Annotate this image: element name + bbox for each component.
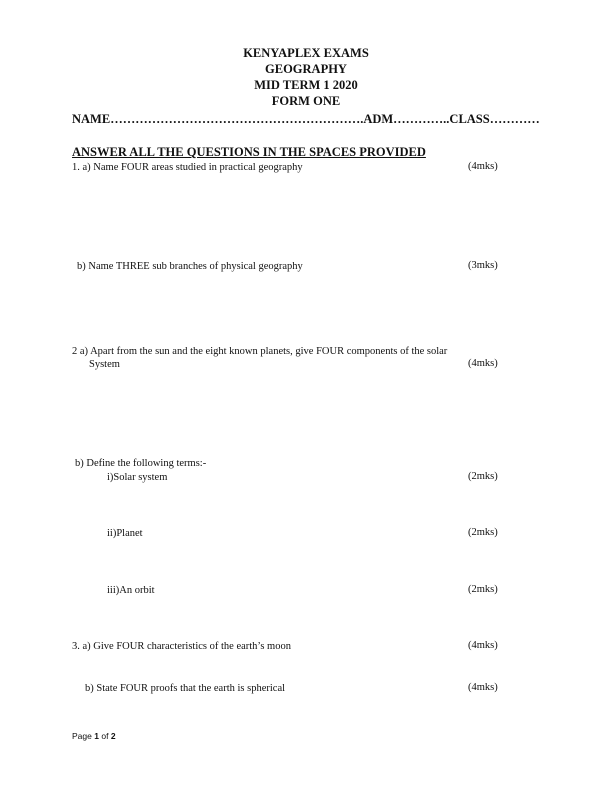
name-adm-class-row: NAME…………………………………………………….ADM…………..CLASS………… [72, 112, 540, 126]
marks-2a: (4mks) [468, 358, 498, 369]
marks-1a: (4mks) [468, 161, 498, 172]
marks-3b: (4mks) [468, 682, 498, 693]
question-2b-ii: ii)Planet [107, 528, 143, 539]
page-label: Page [72, 731, 92, 741]
marks-2b-i: (2mks) [468, 471, 498, 482]
exam-board-title: KENYAPLEX EXAMS [243, 46, 369, 60]
subject-title: GEOGRAPHY [265, 62, 347, 76]
term-title: MID TERM 1 2020 [254, 78, 358, 92]
marks-3a: (4mks) [468, 640, 498, 651]
question-1b: b) Name THREE sub branches of physical geography [77, 261, 303, 272]
marks-2b-iii: (2mks) [468, 584, 498, 595]
total-pages: 2 [110, 731, 116, 741]
question-3b: b) State FOUR proofs that the earth is spherical [85, 683, 286, 694]
marks-1b: (3mks) [468, 260, 498, 271]
question-2b-iii: iii)An orbit [107, 585, 155, 596]
marks-2b-ii: (2mks) [468, 527, 498, 538]
question-2b: b) Define the following terms:- [75, 458, 207, 469]
question-3a: 3. a) Give FOUR characteristics of the earth’s moon [72, 641, 291, 652]
question-1a: 1. a) Name FOUR areas studied in practical geography [72, 162, 303, 173]
form-title: FORM ONE [271, 94, 341, 108]
question-2b-i: i)Solar system [107, 472, 168, 483]
question-2a-cont: System [89, 359, 120, 370]
question-2a: 2 a) Apart from the sun and the eight known planets, give FOUR components of the solar [72, 346, 448, 357]
page-number [72, 731, 116, 741]
of-label: of [101, 731, 109, 741]
current-page: 1 [94, 731, 99, 741]
instructions: ANSWER ALL THE QUESTIONS IN THE SPACES PROVIDED [72, 145, 426, 159]
